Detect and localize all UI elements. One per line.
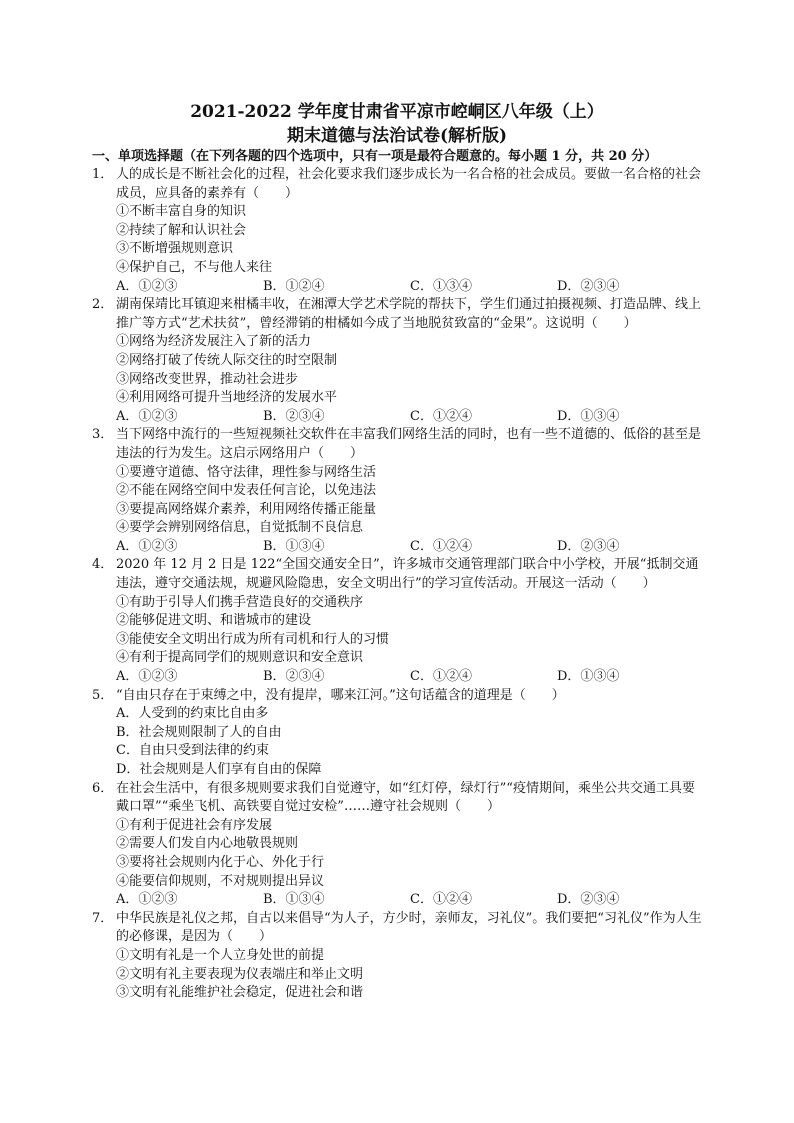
statement-item: ①有利于促进社会有序发展 xyxy=(116,817,273,833)
statement-item: ③不断增强规则意识 xyxy=(116,241,234,257)
question-stem xyxy=(92,296,704,333)
statement-item: ②网络打破了传统人际交往的时空限制 xyxy=(116,352,338,368)
question-text: “自由只存在于束缚之中，没有提岸，哪来江河。”这句话蕴含的道理是（ ） xyxy=(116,687,565,703)
answer-option[interactable]: A．①②③ xyxy=(116,538,178,554)
answer-option[interactable]: C．①②④ xyxy=(410,669,472,685)
section-container xyxy=(92,148,732,166)
question-list xyxy=(92,166,704,1003)
answer-option[interactable]: D．②③④ xyxy=(557,892,620,908)
statement-item: ④要学会辨别网络信息，自觉抵制不良信息 xyxy=(116,520,364,536)
statement-item: ④保护自己，不与他人来往 xyxy=(116,259,273,275)
question-stem xyxy=(92,556,704,593)
answer-option[interactable]: D．②③④ xyxy=(557,538,620,554)
section-heading: 一、单项选择题（在下列各题的四个选项中，只有一项是最符合题意的。每小题 1 分，共 20 分） xyxy=(92,149,658,164)
answer-option[interactable]: A．①②③ xyxy=(116,669,178,685)
question-5 xyxy=(92,687,704,780)
answer-option[interactable]: D．①③④ xyxy=(557,408,620,424)
question-number: 4． xyxy=(92,557,114,573)
statement-item: A．人受到的约束比自由多 xyxy=(116,706,269,722)
question-2 xyxy=(92,296,704,426)
statement-item: ③能使安全文明出行成为所有司机和行人的习惯 xyxy=(116,631,390,647)
statement-item: ①有助于引导人们携手营造良好的交通秩序 xyxy=(116,594,364,610)
answer-options xyxy=(92,408,704,427)
answer-option[interactable]: C．①②④ xyxy=(410,892,472,908)
question-stem xyxy=(92,780,704,817)
statement-item: D．社会规则是人们享有自由的保障 xyxy=(116,762,322,777)
question-number: 3． xyxy=(92,427,114,443)
answer-option[interactable]: B．①②④ xyxy=(263,278,325,294)
statement-item: ④能要信仰规则，不对规则提出异议 xyxy=(116,873,325,889)
answer-options xyxy=(92,668,704,687)
question-6 xyxy=(92,780,704,910)
statement-item: ②需要人们发自内心地敬畏规则 xyxy=(116,836,299,852)
answer-option[interactable]: A．①②③ xyxy=(116,408,178,424)
question-stem xyxy=(92,426,704,463)
question-text: 中华民族是礼仪之邦，自古以来倡导“为人子，方少时，亲师友，习礼仪”。我们要把“习礼仪”作为人生的必修课，是因为（ ） xyxy=(116,910,702,945)
statement-item: ④利用网络可提升当地经济的发展水平 xyxy=(116,390,338,406)
question-number: 6． xyxy=(92,780,114,796)
question-4 xyxy=(92,556,704,686)
answer-option[interactable]: D．①③④ xyxy=(557,669,620,685)
question-stem xyxy=(92,910,704,947)
answer-options xyxy=(92,278,704,297)
statement-item: ①要遵守道德、恪守法律，理性参与网络生活 xyxy=(116,464,377,480)
page-subtitle: 期末道德与法治试卷(解析版) xyxy=(286,126,508,146)
answer-options xyxy=(92,538,704,557)
question-text: 当下网络中流行的一些短视频社交软件在丰富我们网络生活的同时，也有一些不道德的、低俗的甚至是违法的行为发生。这启示网络用户（ ） xyxy=(116,427,702,461)
question-1 xyxy=(92,166,704,296)
answer-option[interactable]: B．②③④ xyxy=(263,669,325,685)
answer-option[interactable]: C．①③④ xyxy=(410,278,472,294)
statement-item: ②文明有礼主要表现为仪表端庄和举止文明 xyxy=(116,966,364,982)
question-number: 5． xyxy=(92,687,114,703)
answer-option[interactable]: A．①②③ xyxy=(116,892,178,908)
question-stem xyxy=(92,166,704,203)
answer-options xyxy=(92,891,704,910)
statement-item: ②不能在网络空间中发表任何言论，以免违法 xyxy=(116,483,377,499)
statement-item: ④有利于提高同学们的规则意识和安全意识 xyxy=(116,650,364,666)
statement-item: B．社会规则限制了人的自由 xyxy=(116,724,282,740)
statement-item: ③要将社会规则内化于心、外化于行 xyxy=(116,854,325,870)
statement-item: ①不断丰富自身的知识 xyxy=(116,204,247,220)
question-3 xyxy=(92,426,704,556)
answer-option[interactable]: C．①②④ xyxy=(410,408,472,424)
page-title: 2021-2022 学年度甘肃省平凉市崆峒区八年级（上） xyxy=(190,102,604,122)
answer-option[interactable]: C．①②④ xyxy=(410,538,472,554)
question-text: 人的成长是不断社会化的过程，社会化要求我们逐步成长为一名合格的社会成员。要做一名合格的社会成员，应具备的素养有（ ） xyxy=(116,167,702,201)
question-stem xyxy=(92,687,704,706)
statement-item: C．自由只受到法律的约束 xyxy=(116,743,269,759)
question-text: 湖南保靖比耳镇迎来柑橘丰收，在湘潭大学艺术学院的帮扶下，学生们通过拍摄视频、打造品牌、线上推广等方式“艺术扶贫”，曾经滞销的柑橘如今成了当地脱贫致富的“金果”。这说明（ ） xyxy=(116,297,702,331)
statement-item: ③要提高网络媒介素养，利用网络传播正能量 xyxy=(116,501,377,517)
question-number: 1． xyxy=(92,167,114,182)
statement-item: ③网络改变世界，推动社会进步 xyxy=(116,371,299,387)
statement-item: ③文明有礼能维护社会稳定，促进社会和谐 xyxy=(116,985,364,1001)
answer-option[interactable]: D．②③④ xyxy=(557,278,620,294)
question-number: 2． xyxy=(92,297,114,313)
answer-option[interactable]: B．②③④ xyxy=(263,408,325,424)
question-number: 7． xyxy=(92,910,114,926)
statement-item: ①文明有礼是一个人立身处世的前提 xyxy=(116,947,325,963)
answer-option[interactable]: B．①③④ xyxy=(263,538,325,554)
statement-item: ①网络为经济发展注入了新的活力 xyxy=(116,334,312,350)
question-text: 在社会生活中，有很多规则要求我们自觉遵守，如“红灯停，绿灯行”“疫情期间，乘坐公共交通工具要戴口罩”“乘坐飞机、高铁要自觉过安检”……遵守社会规则（ ） xyxy=(116,780,695,815)
statement-item: ②持续了解和认识社会 xyxy=(116,222,247,238)
statement-item: ②能够促进文明、和谐城市的建设 xyxy=(116,613,312,629)
answer-option[interactable]: A．①②③ xyxy=(116,278,178,294)
question-text: 2020 年 12 月 2 日是 122“全国交通安全日”，许多城市交通管理部门联合中小学校，开展“抵制交通违法，遵守交通法规，规避风险隐患，安全文明出行”的学习宣传活动。开展这一活动（ ） xyxy=(116,557,699,592)
answer-option[interactable]: B．①③④ xyxy=(263,892,325,908)
question-7 xyxy=(92,910,704,1003)
